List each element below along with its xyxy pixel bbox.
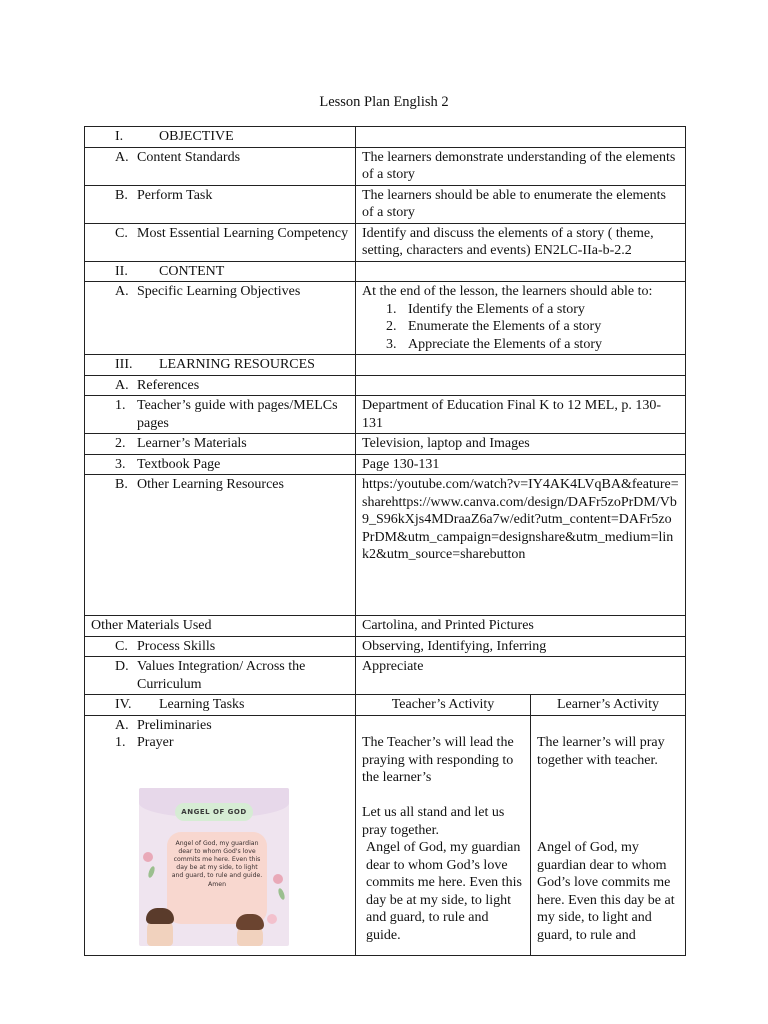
list-item: 1. Identify the Elements of a story: [386, 301, 585, 317]
table-row: 1. Teacher’s guide with pages/MELCs pages Department of Education Final K to 12 MEL, p. 130-131: [85, 396, 686, 434]
table-row: B. Perform Task The learners should be able to enumerate the elements of a story: [85, 185, 686, 223]
table-row: 2. Learner’s Materials Television, laptop and Images: [85, 434, 686, 455]
table-row: III. LEARNING RESOURCES: [85, 355, 686, 376]
row-label: Learner’s Materials: [137, 436, 247, 451]
prayer-card-text: Angel of God, my guardian dear to whom God's love commits me here. Even this day be at my side, to light and guard, to rule and guide. Amen: [171, 839, 263, 888]
column-header-teacher: Teacher’s Activity: [356, 695, 531, 716]
teacher-activity-text: Let us all stand and let us pray together.: [362, 805, 505, 838]
learner-activity-text: Angel of God, my guardian dear to whom God’s love commits me here. Even this day be at my side, to light and guard, to rule and: [537, 840, 675, 943]
flower-icon: [143, 852, 153, 862]
prayer-card-title: ANGEL OF GOD: [175, 803, 253, 821]
row-value: Department of Education Final K to 12 MEL, p. 130-131: [356, 396, 686, 434]
row-value: Cartolina, and Printed Pictures: [356, 616, 686, 637]
table-row: A. Specific Learning Objectives At the end of the lesson, the learners should able to: 1. Identify the Elements of a story 2. Enumerate the Elements of a story 3. Appreciate the Elements of a story: [85, 282, 686, 355]
row-label: Values Integration/ Across the Curriculum: [137, 659, 306, 692]
row-label: Prayer: [137, 735, 174, 750]
row-label: Content Standards: [137, 149, 241, 165]
row-value: Identify and discuss the elements of a story ( theme, setting, characters and events) EN2LC-IIa-b-2.2: [356, 223, 686, 261]
leaf-icon: [147, 865, 156, 878]
row-label: Teacher’s guide with pages/MELCs pages: [137, 398, 338, 431]
teacher-activity-text: The Teacher’s will lead the praying with responding to the learner’s: [362, 735, 514, 785]
table-row: A. Content Standards The learners demonstrate understanding of the elements of a story: [85, 147, 686, 185]
row-label: Perform Task: [137, 187, 213, 203]
section-heading-objective: OBJECTIVE: [159, 129, 234, 144]
table-row: A. References: [85, 375, 686, 396]
table-row: I. OBJECTIVE: [85, 127, 686, 148]
leaf-icon: [277, 887, 286, 900]
flower-icon: [273, 874, 283, 884]
row-label: Textbook Page: [137, 456, 221, 472]
table-row: 3. Textbook Page Page 130-131: [85, 454, 686, 475]
page-title: Lesson Plan English 2: [319, 94, 449, 110]
angel-of-god-prayer-image: [139, 788, 289, 946]
table-row: IV. Learning Tasks Teacher’s Activity Learner’s Activity: [85, 695, 686, 716]
row-value: The learners should be able to enumerate the elements of a story: [356, 185, 686, 223]
section-heading-learning-tasks: Learning Tasks: [159, 697, 245, 712]
teacher-activity-text: Angel of God, my guardian dear to whom God’s love commits me here. Even this day be at my side, to light and guard, to rule and guide.: [366, 840, 522, 943]
row-value: Television, laptop and Images: [356, 434, 686, 455]
table-row: B. Other Learning Resources https:/youtube.com/watch?v=IY4AK4LVqBA&feature=sharehttps://www.canva.com/design/DAFr5zoPrDM/Vb9_S96kXjs4MDraaZ6a7w/edit?utm_content=DAFr5zoPrDM&utm_campaign=designshare&utm_medium=link2&utm_source=sharebutton: [85, 475, 686, 616]
row-label: Other Materials Used: [85, 616, 356, 637]
row-label: Process Skills: [137, 638, 216, 654]
row-label: Other Learning Resources: [137, 477, 284, 492]
row-label: Specific Learning Objectives: [137, 284, 301, 299]
row-label: Most Essential Learning Competency: [137, 225, 349, 241]
table-row: A. Preliminaries 1. Prayer ANGEL OF GOD Angel of God, my guardian dear to whom God's love commits me here. Even this day be at my side, to light and guard, to rule and guide. Amen The Teacher’s will lead the praying with responding to the learner’s Let us all stand and let us pray together. Angel of God, my guardian dear to whom God’s love commits me here. Even this day be at my side, to light and guard, to rule and guide. The learner’s will pray together with teacher. Angel of God, my guardian dear to whom God’s love commits me here. Even this day be at my side, to light and guard, to rule and: [85, 715, 686, 955]
section-heading-learning-resources: LEARNING RESOURCES: [159, 357, 315, 372]
table-row: C. Most Essential Learning Competency Identify and discuss the elements of a story ( theme, setting, characters and events) EN2LC-IIa-b-2.2: [85, 223, 686, 261]
learner-activity-text: The learner’s will pray together with teacher.: [537, 735, 665, 768]
column-header-learner: Learner’s Activity: [531, 695, 686, 716]
section-heading-content: CONTENT: [159, 263, 225, 279]
row-value: Observing, Identifying, Inferring: [356, 636, 686, 657]
row-value: At the end of the lesson, the learners should able to: 1. Identify the Elements of a story 2. Enumerate the Elements of a story 3. Appreciate the Elements of a story: [356, 282, 686, 355]
table-row: C. Process Skills Observing, Identifying, Inferring: [85, 636, 686, 657]
row-value: The learners demonstrate understanding of the elements of a story: [356, 147, 686, 185]
list-item: 3. Appreciate the Elements of a story: [386, 336, 602, 352]
list-item: 2. Enumerate the Elements of a story: [386, 319, 602, 334]
table-row: D. Values Integration/ Across the Curriculum Appreciate: [85, 657, 686, 695]
flower-icon: [267, 914, 277, 924]
row-value: Appreciate: [356, 657, 686, 695]
table-row: [85, 616, 686, 637]
table-row: II. CONTENT: [85, 261, 686, 282]
row-label: References: [137, 377, 200, 393]
row-label: Preliminaries: [137, 717, 212, 733]
resource-link[interactable]: https:/youtube.com/watch?v=IY4AK4LVqBA&feature=sharehttps://www.canva.com/design/DAFr5zoPrDM/Vb9_S96kXjs4MDraaZ6a7w/edit?utm_content=DAFr5zoPrDM&utm_campaign=designshare&utm_medium=link2&utm_source=sharebutton: [356, 475, 686, 616]
row-value: Page 130-131: [356, 454, 686, 475]
lesson-plan-table: [84, 126, 686, 956]
